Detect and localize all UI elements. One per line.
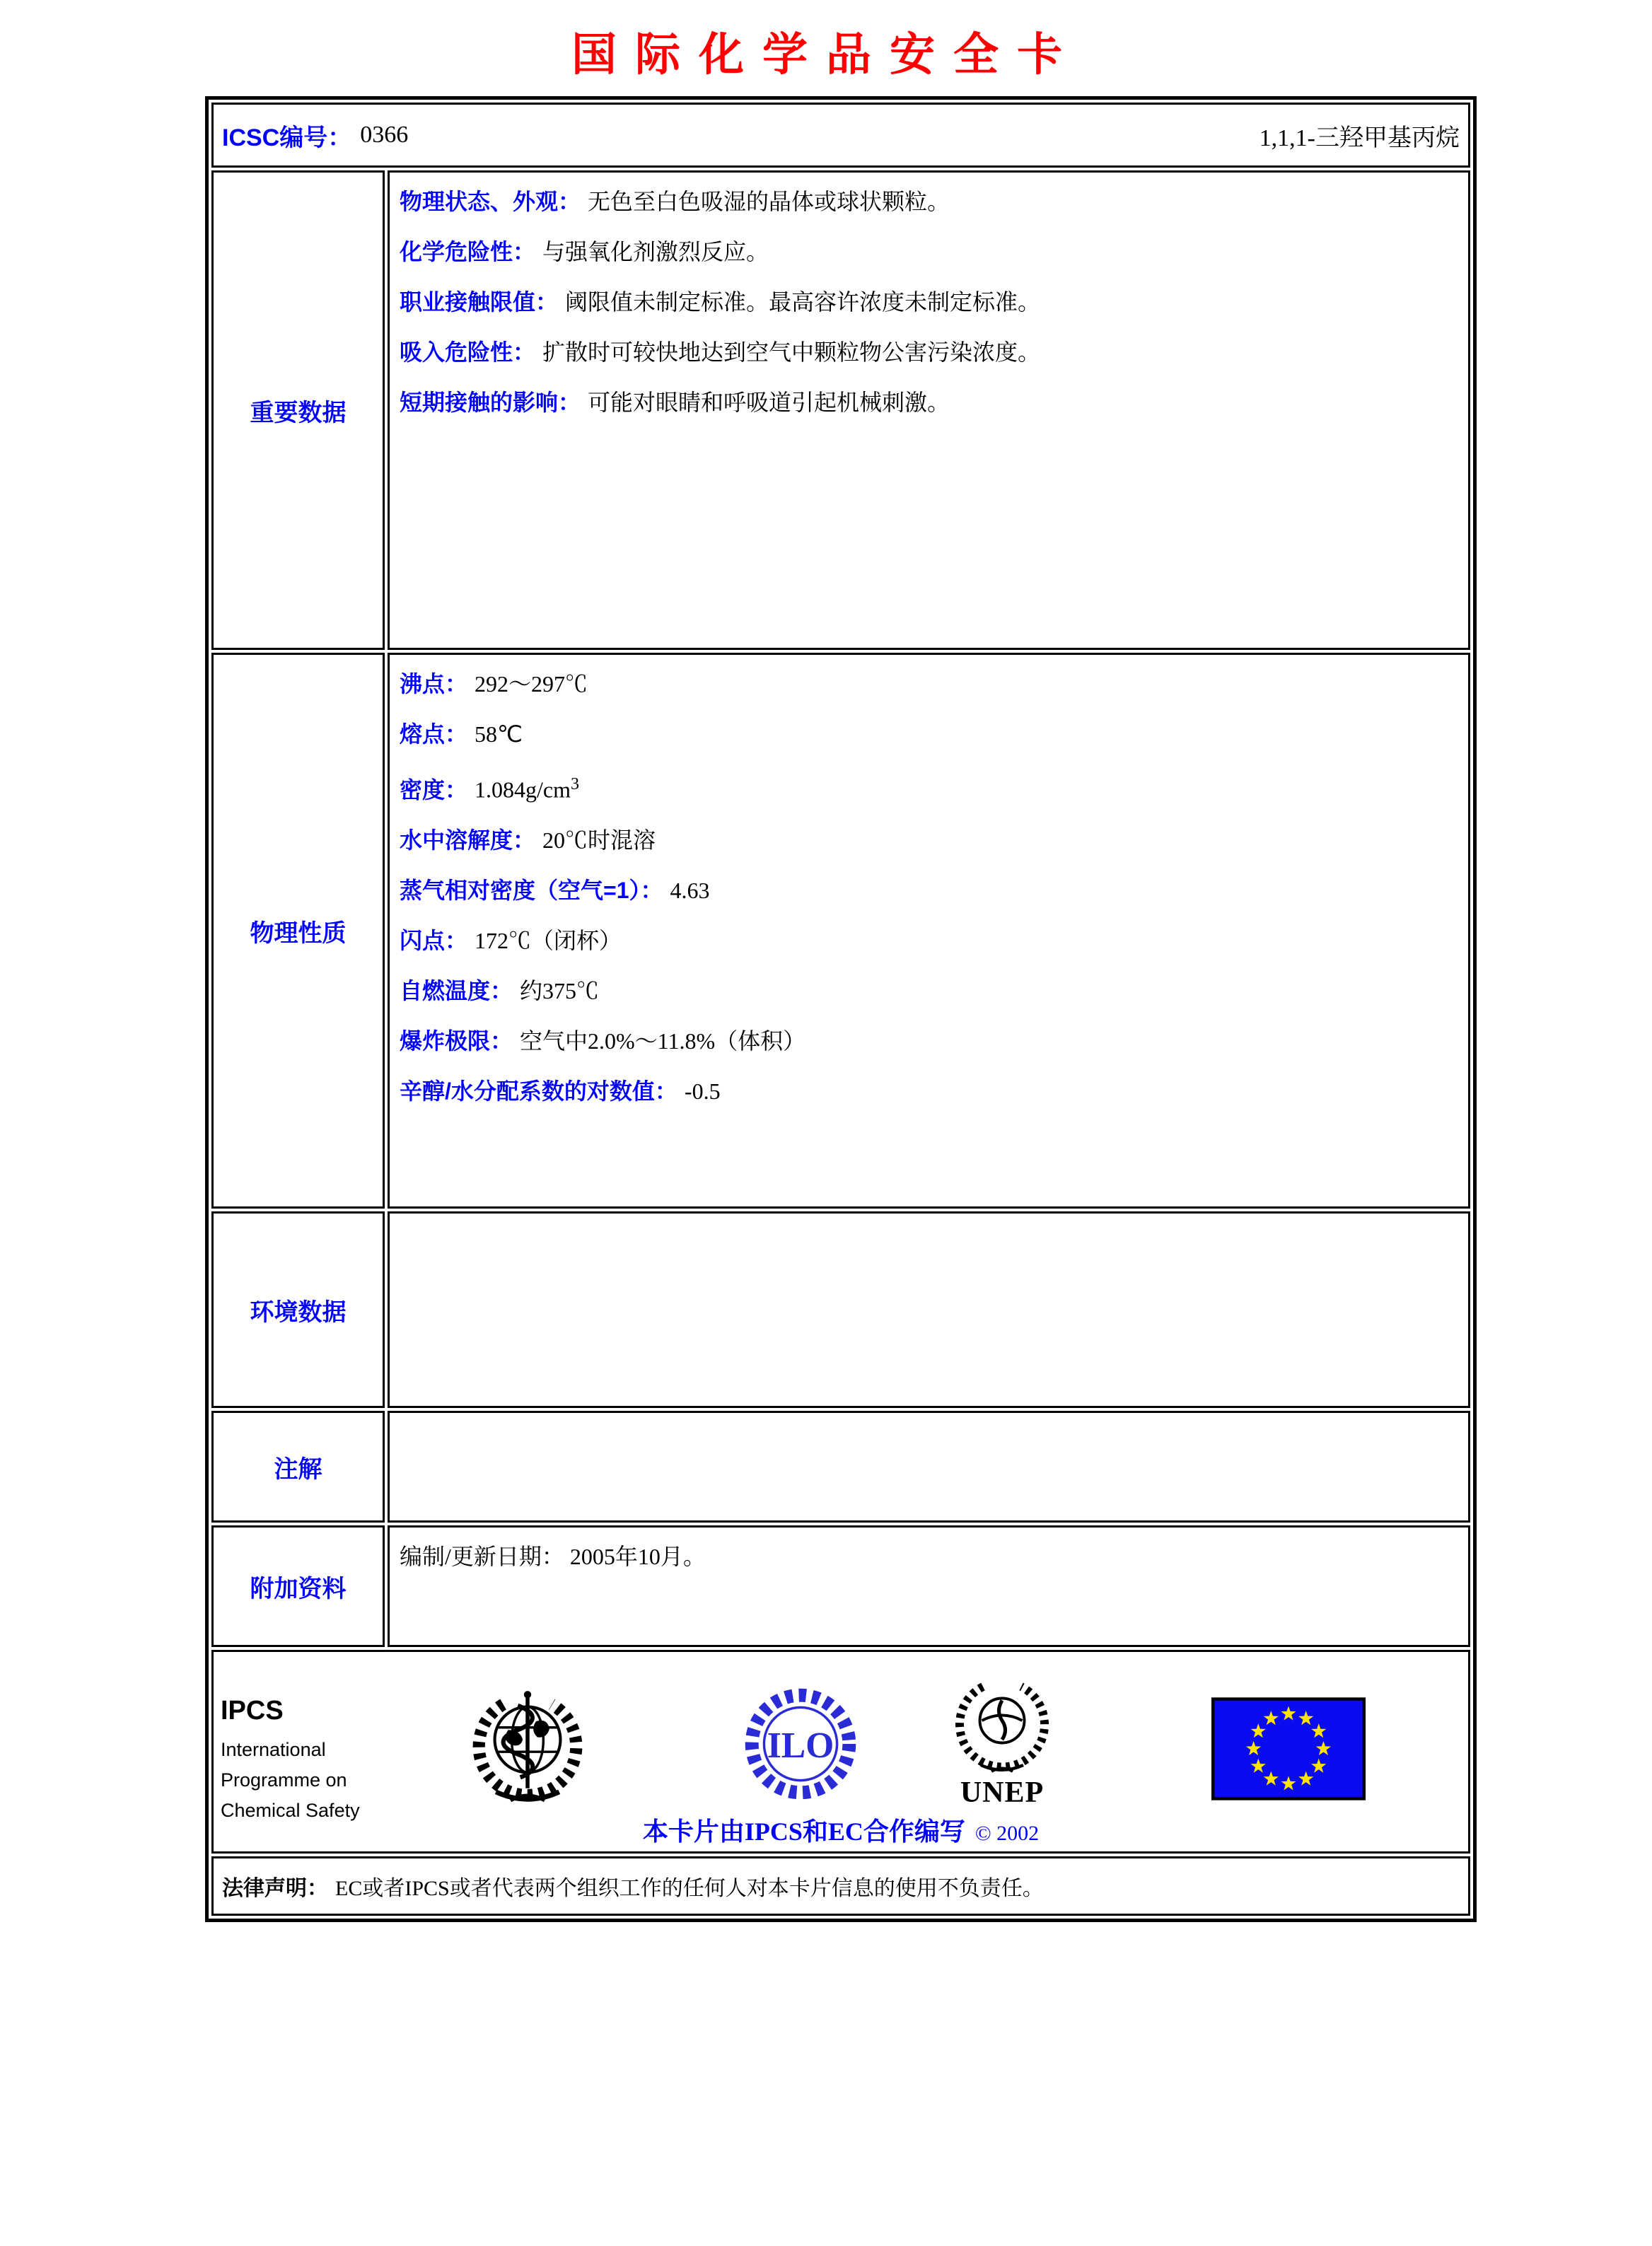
credit-text: 本卡片由IPCS和EC合作编写 <box>642 1817 965 1846</box>
property-value: 无色至白色吸湿的晶体或球状颗粒。 <box>588 189 950 214</box>
important-data-row <box>211 170 1470 650</box>
property-label: 职业接触限值： <box>400 289 559 315</box>
update-date-label: 编制/更新日期： <box>400 1544 564 1569</box>
property-label: 自燃温度： <box>400 977 513 1003</box>
property-label: 短期接触的影响： <box>400 390 581 415</box>
section-label-environmental-data: 环境数据 <box>211 1211 385 1408</box>
physical-properties-content <box>388 653 1470 1209</box>
property-line <box>400 1016 1458 1066</box>
additional-info-content <box>388 1525 1470 1647</box>
unep-logo-text: UNEP <box>960 1776 1045 1809</box>
icsc-number-label: ICSC编号： <box>222 124 352 151</box>
property-label: 辛醇/水分配系数的对数值： <box>400 1078 677 1104</box>
logos-row <box>211 1650 1470 1854</box>
page-title: 国际化学品安全卡 <box>571 30 1081 80</box>
icsc-number-value: 0366 <box>360 122 409 148</box>
legal-row <box>211 1856 1470 1916</box>
property-line <box>400 1066 1458 1117</box>
property-line <box>400 709 1458 760</box>
physical-properties-row <box>211 653 1470 1209</box>
property-line <box>400 966 1458 1016</box>
property-label: 爆炸极限： <box>400 1028 513 1054</box>
property-label: 密度： <box>400 776 468 803</box>
property-label: 水中溶解度： <box>400 827 536 853</box>
ilo-logo-text: ILO <box>767 1725 834 1766</box>
chemical-name: 1,1,1-三羟甲基丙烷 <box>1259 124 1460 151</box>
section-label-additional-info: 附加资料 <box>211 1525 385 1647</box>
ipcs-line: Chemical Safety <box>221 1800 360 1821</box>
ilo-logo-icon <box>740 1683 861 1805</box>
property-line <box>400 760 1458 815</box>
ipcs-line: Programme on <box>221 1769 347 1791</box>
property-label: 闪点： <box>400 927 468 953</box>
icsc-table <box>205 96 1477 1922</box>
property-value: 1.084g/cm <box>475 776 571 803</box>
section-label-physical-properties: 物理性质 <box>211 653 385 1209</box>
property-value: 与强氧化剂激烈反应。 <box>542 239 769 264</box>
property-value: 58℃ <box>475 721 523 747</box>
update-date-value: 2005年10月。 <box>569 1544 706 1569</box>
additional-info-row <box>211 1525 1470 1647</box>
property-line <box>400 177 1458 227</box>
property-value: 扩散时可较快地达到空气中颗粒物公害污染浓度。 <box>542 339 1041 365</box>
ipcs-acronym: IPCS <box>221 1696 284 1726</box>
property-value: 292～297℃ <box>475 671 588 697</box>
property-line <box>400 378 1458 428</box>
property-value: 空气中2.0%～11.8%（体积） <box>520 1028 806 1054</box>
property-value-superscript: 3 <box>571 775 579 793</box>
property-value: -0.5 <box>684 1078 721 1104</box>
property-label: 吸入危险性： <box>400 339 536 365</box>
environmental-data-row <box>211 1211 1470 1408</box>
logos-cell <box>211 1650 1470 1854</box>
section-label-notes: 注解 <box>211 1411 385 1523</box>
legal-cell <box>211 1856 1470 1916</box>
header-row <box>211 103 1470 168</box>
property-value: 172℃（闭杯） <box>475 927 622 953</box>
property-line <box>400 815 1458 866</box>
environmental-data-content <box>388 1211 1470 1408</box>
property-line <box>400 1532 1458 1582</box>
credit-line <box>214 1812 1468 1848</box>
notes-row <box>211 1411 1470 1523</box>
property-value: 约375℃ <box>520 977 600 1003</box>
property-line <box>400 227 1458 277</box>
property-label: 蒸气相对密度（空气=1）： <box>400 877 663 903</box>
property-line <box>400 866 1458 916</box>
ipcs-line: International <box>221 1739 326 1760</box>
property-value: 20℃时混溶 <box>542 827 656 853</box>
notes-content <box>388 1411 1470 1523</box>
ipcs-text-block <box>221 1696 360 1826</box>
property-line <box>400 659 1458 709</box>
section-label-important-data: 重要数据 <box>211 170 385 650</box>
legal-label: 法律声明： <box>222 1877 328 1900</box>
who-logo-icon <box>467 1680 588 1816</box>
property-value: 4.63 <box>670 877 710 903</box>
property-line <box>400 916 1458 966</box>
header-cell <box>211 103 1470 168</box>
important-data-content <box>388 170 1470 650</box>
property-label: 物理状态、外观： <box>400 189 581 214</box>
property-label: 熔点： <box>400 721 468 747</box>
unep-emblem <box>949 1672 1055 1778</box>
unep-logo-icon <box>942 1672 1062 1810</box>
property-value: 可能对眼睛和呼吸道引起机械刺激。 <box>588 390 950 415</box>
property-label: 沸点： <box>400 671 468 697</box>
eu-flag-icon <box>1211 1697 1366 1800</box>
property-label: 化学危险性： <box>400 239 536 264</box>
copyright-text: © 2002 <box>975 1822 1040 1845</box>
property-line <box>400 327 1458 378</box>
legal-text: EC或者IPCS或者代表两个组织工作的任何人对本卡片信息的使用不负责任。 <box>335 1877 1044 1900</box>
property-line <box>400 277 1458 327</box>
property-value: 阈限值未制定标准。最高容许浓度未制定标准。 <box>565 289 1041 315</box>
